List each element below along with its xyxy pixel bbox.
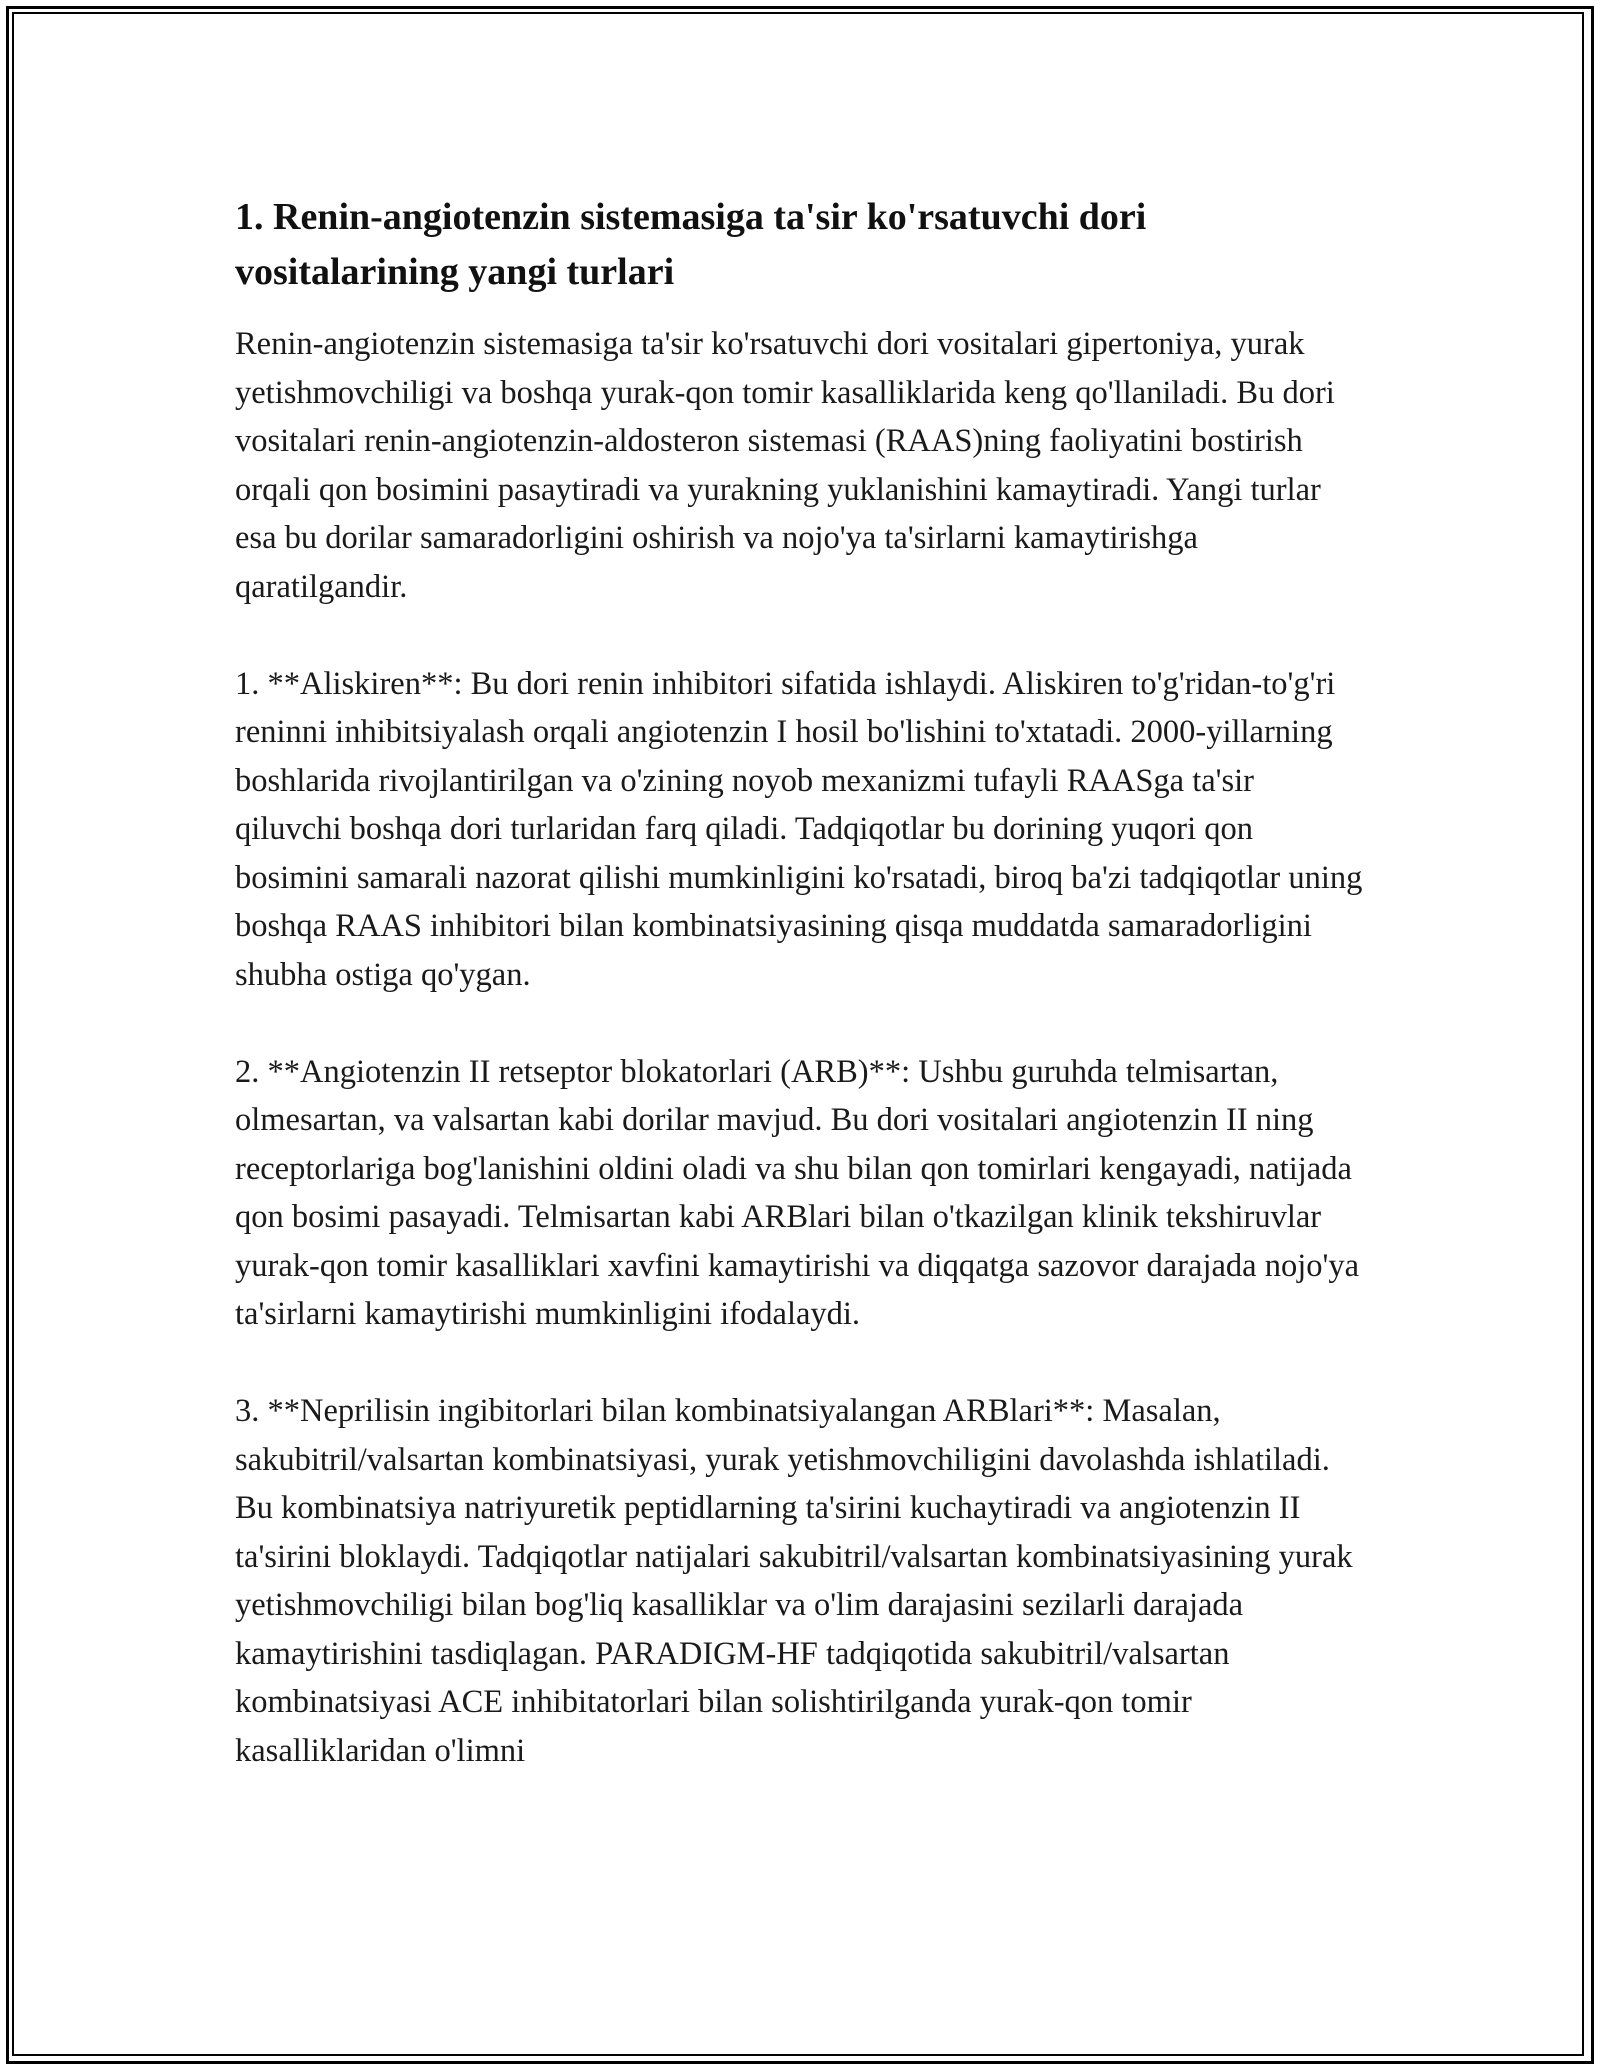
document-title: 1. Renin-angiotenzin sistemasiga ta'sir ko'rsatuvchi dori vositalarining yangi turlari [235,196,1147,293]
document-page [235,190,1371,1824]
arb-paragraph: 2. **Angiotenzin II retseptor blokatorlari (ARB)**: Ushbu guruhda telmisartan, olmesartan, va valsartan kabi dorilar mavjud. Bu dori vositalari angiotenzin II ning receptorlariga bog'lanishini oldini oladi va shu bilan qon tomirlari kengayadi, natijada qon bosimi pasayadi. Telmisartan kabi ARBlari bilan o'tkazilgan klinik tekshiruvlar yurak-qon tomir kasalliklari xavfini kamaytirishi va diqqatga sazovor darajada nojo'ya ta'sirlarni kamaytirishi mumkinligini ifodalaydi. [235,1053,1368,1332]
neprilisin-paragraph: 3. **Neprilisin ingibitorlari bilan kombinatsiyalangan ARBlari**: Masalan, sakubitril/valsartan kombinatsiyasi, yurak yetishmovchiligini davolashda ishlatiladi. Bu kombinatsiya natriyuretik peptidlarning ta'sirini kuchaytiradi va angiotenzin II ta'sirini bloklaydi. Tadqiqotlar natijalari sakubitril/valsartan kombinatsiyasining yurak yetishmovchiligi bilan bog'liq kasalliklar va o'lim darajasini sezilarli darajada kamaytirishini tasdiqlagan. PARADIGM-HF tadqiqotida sakubitril/valsartan kombinatsiyasi ACE inhibitatorlari bilan solishtirilganda yurak-qon tomir kasalliklaridan o'limni [235,1393,1361,1769]
intro-paragraph: Renin-angiotenzin sistemasiga ta'sir ko'rsatuvchi dori vositalari gipertoniya, yurak yetishmovchiligi va boshqa yurak-qon tomir kasalliklarida keng qo'llaniladi. Bu dori vositalari renin-angiotenzin-aldosteron sistemasi (RAAS)ning faoliyatini bostirish orqali qon bosimini pasaytiradi va yurakning yuklanishini kamaytiradi. Yangi turlar esa bu dorilar samaradorligini oshirish va nojo'ya ta'sirlarni kamaytirishga qaratilgandir. [235,326,1343,605]
aliskiren-paragraph: 1. **Aliskiren**: Bu dori renin inhibitori sifatida ishlaydi. Aliskiren to'g'ridan-to'g'ri reninni inhibitsiyalash orqali angiotenzin I hosil bo'lishini to'xtatadi. 2000-yillarning boshlarida rivojlantirilgan va o'zining noyob mexanizmi tufayli RAASga ta'sir qiluvchi boshqa dori turlaridan farq qiladi. Tadqiqotlar bu dorining yuqori qon bosimini samarali nazorat qilishi mumkinligini ko'rsatadi, biroq ba'zi tadqiqotlar uning boshqa RAAS inhibitori bilan kombinatsiyasining qisqa muddatda samaradorligini shubha ostiga qo'ygan. [235,665,1371,993]
